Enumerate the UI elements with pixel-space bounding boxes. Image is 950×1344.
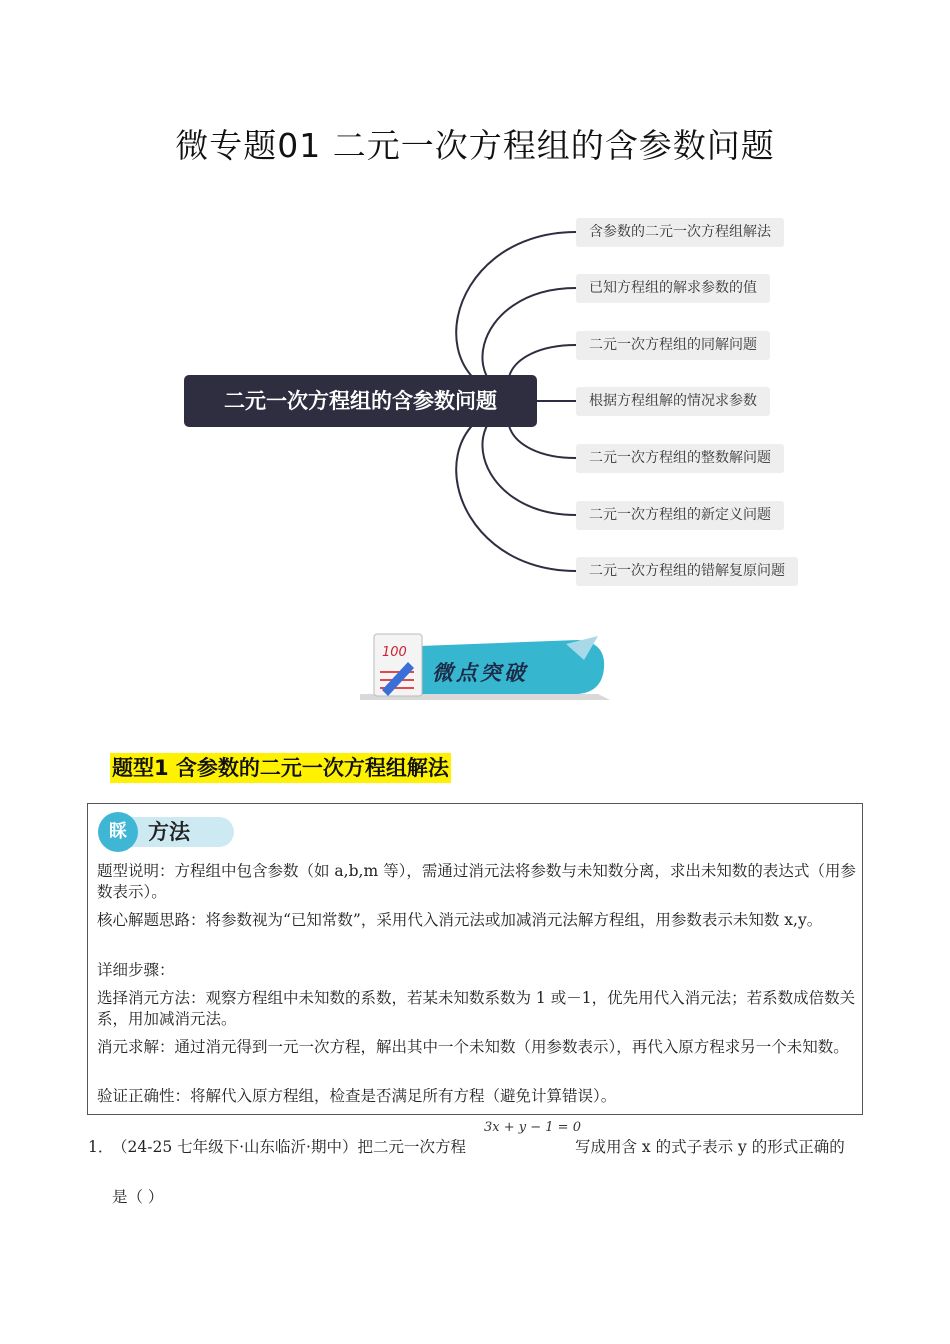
mindmap-root: 二元一次方程组的含参数问题 <box>184 375 537 427</box>
question-equation: 3x + y − 1 = 0 <box>484 1120 581 1135</box>
question-number: 1． <box>88 1138 114 1156</box>
badge-score: 100 <box>382 645 407 660</box>
method-box <box>87 803 863 1115</box>
question-tail: 写成用含 x 的式子表示 y 的形式正确的 <box>575 1138 845 1156</box>
method-paragraph: 核心解题思路：将参数视为“已知常数”，采用代入消元法或加减消元法解方程组，用参数表示未知数 x,y。 <box>97 911 823 929</box>
section-title: 题型1 含参数的二元一次方程组解法 <box>110 753 451 783</box>
mindmap-branch: 二元一次方程组的新定义问题 <box>576 501 784 530</box>
method-icon: 睬 <box>98 812 138 852</box>
method-paragraph: 题型说明：方程组中包含参数（如 a,b,m 等），需通过消元法将参数与未知数分离，求出未知数的表达式（用参数表示）。 <box>97 862 856 901</box>
mindmap-branch: 已知方程组的解求参数的值 <box>576 274 770 303</box>
mindmap-branch: 根据方程组解的情况求参数 <box>576 387 770 416</box>
page-title: 微专题01 二元一次方程组的含参数问题 <box>175 126 775 165</box>
method-label: 方法 <box>148 820 190 844</box>
question-line2: 是（ ） <box>112 1188 164 1206</box>
mindmap-branch: 二元一次方程组的整数解问题 <box>576 444 784 473</box>
mindmap-branch: 含参数的二元一次方程组解法 <box>576 218 784 247</box>
question-source: （24-25 七年级下·山东临沂·期中）把二元一次方程 <box>112 1138 466 1156</box>
mindmap-branch: 二元一次方程组的错解复原问题 <box>576 557 798 586</box>
method-paragraph: 选择消元方法：观察方程组中未知数的系数，若某未知数系数为 1 或－1，优先用代入消元法；若系数成倍数关系，用加减消元法。 <box>97 989 856 1028</box>
method-paragraph: 详细步骤： <box>97 961 175 979</box>
method-paragraph: 消元求解：通过消元得到一元一次方程，解出其中一个未知数（用参数表示），再代入原方程求另一个未知数。 <box>97 1038 849 1056</box>
mindmap-connectors <box>0 0 950 620</box>
method-paragraph: 验证正确性：将解代入原方程组，检查是否满足所有方程（避免计算错误）。 <box>97 1087 617 1105</box>
badge-label: 微点突破 <box>432 661 528 685</box>
mindmap-branch: 二元一次方程组的同解问题 <box>576 331 770 360</box>
